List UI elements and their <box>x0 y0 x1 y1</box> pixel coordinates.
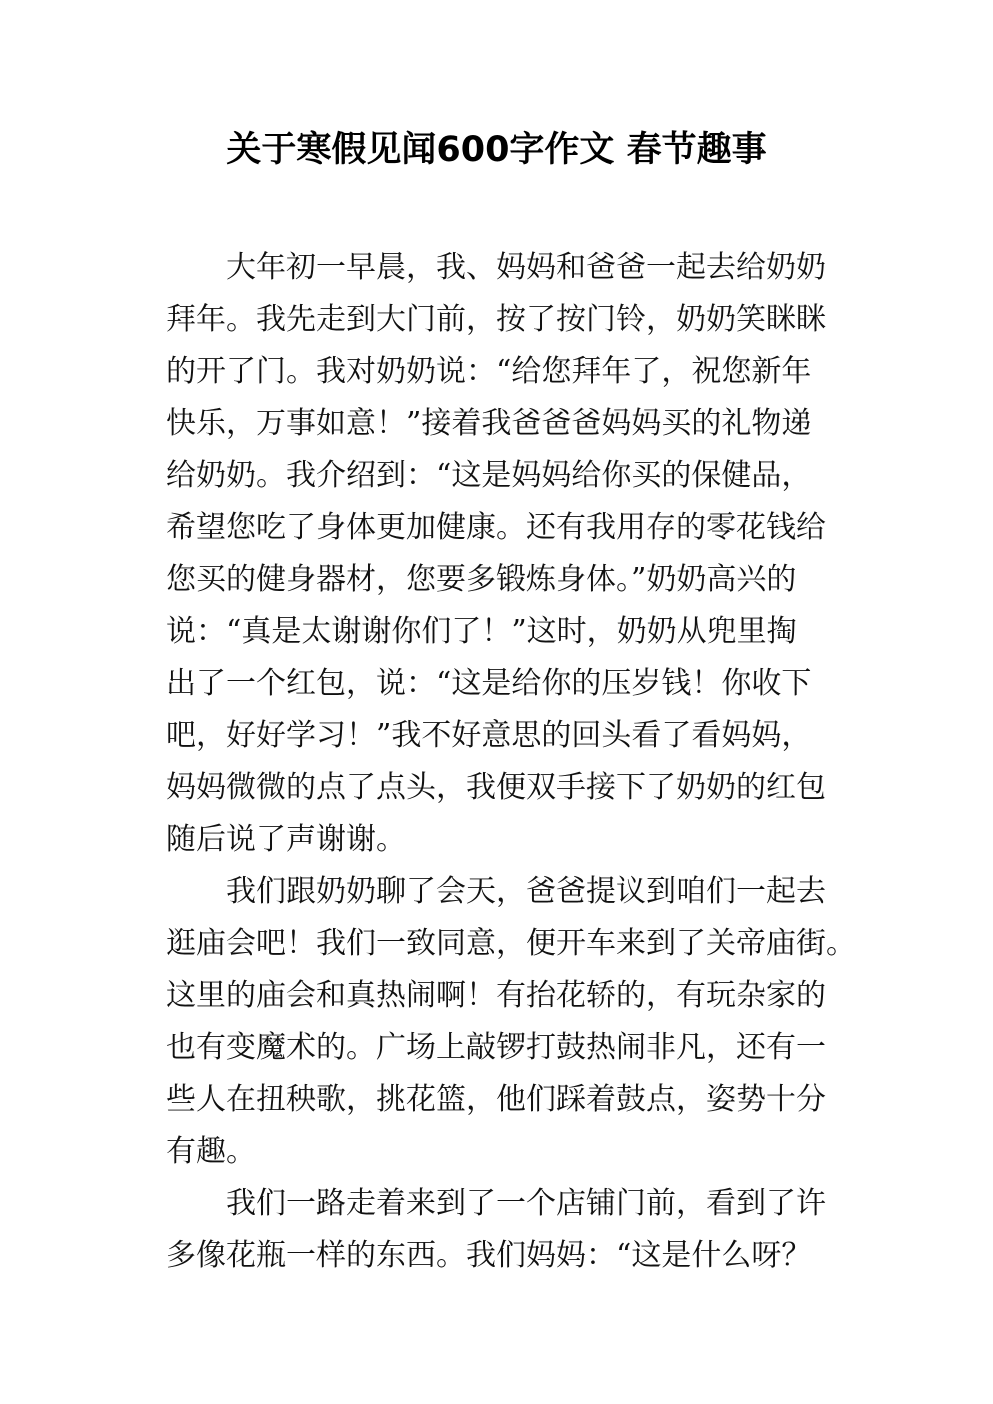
text-line: 您买的健身器材，您要多锻炼身体。”奶奶高兴的 <box>166 562 797 597</box>
paragraph <box>166 1178 866 1282</box>
text-line: 些人在扭秧歌，挑花篮，他们踩着鼓点，姿势十分 <box>166 1082 826 1117</box>
text-line: 这里的庙会和真热闹啊！有抬花轿的，有玩杂家的 <box>166 978 826 1013</box>
paragraph <box>166 866 866 1178</box>
text-line: 逛庙会吧！我们一致同意，便开车来到了关帝庙街。 <box>166 926 856 961</box>
text-line: 给奶奶。我介绍到：“这是妈妈给你买的保健品， <box>166 458 812 493</box>
text-line: 随后说了声谢谢。 <box>166 822 406 857</box>
text-line: 也有变魔术的。广场上敲锣打鼓热闹非凡，还有一 <box>166 1030 826 1065</box>
text-line: 吧，好好学习！”我不好意思的回头看了看妈妈， <box>166 718 812 753</box>
text-line: 拜年。我先走到大门前，按了按门铃，奶奶笑眯眯 <box>166 302 826 337</box>
text-line: 妈妈微微的点了点头，我便双手接下了奶奶的红包 <box>166 770 826 805</box>
text-line: 快乐，万事如意！”接着我爸爸爸妈妈买的礼物递 <box>166 406 812 441</box>
text-line: 我们一路走着来到了一个店铺门前，看到了许 <box>226 1186 826 1221</box>
text-line: 多像花瓶一样的东西。我们妈妈：“这是什么呀？ <box>166 1238 812 1273</box>
text-line: 希望您吃了身体更加健康。还有我用存的零花钱给 <box>166 510 826 545</box>
document-body <box>166 242 866 1282</box>
text-line: 有趣。 <box>166 1134 256 1169</box>
paragraph <box>166 242 866 866</box>
text-line: 的开了门。我对奶奶说：“给您拜年了，祝您新年 <box>166 354 812 389</box>
text-line: 大年初一早晨，我、妈妈和爸爸一起去给奶奶 <box>226 250 826 285</box>
text-line: 我们跟奶奶聊了会天，爸爸提议到咱们一起去 <box>226 874 826 909</box>
text-line: 出了一个红包，说：“这是给你的压岁钱！你收下 <box>166 666 812 701</box>
document-title: 关于寒假见闻600字作文 春节趣事 <box>226 130 767 170</box>
text-line: 说：“真是太谢谢你们了！”这时，奶奶从兜里掏 <box>166 614 797 649</box>
